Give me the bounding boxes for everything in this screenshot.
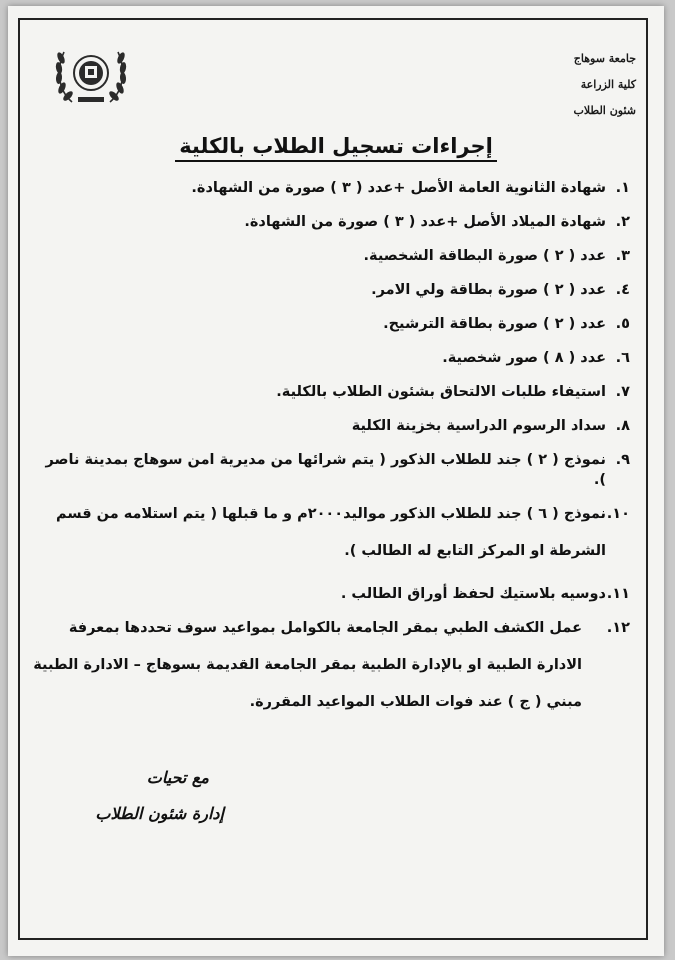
list-item: ٤. عدد ( ٢ ) صورة بطاقة ولي الامر. bbox=[371, 282, 630, 298]
list-item: ١٠. نموذج ( ٦ ) جند للطلاب الذكور مواليد٢٠٠٠م و ما قبلها ( يتم استلامه من قسم الشرطة او المركز التابع له الطالب ). bbox=[56, 506, 630, 559]
signoff-office: إدارة شئون الطلاب bbox=[95, 804, 224, 823]
university-name: جامعة سوهاج bbox=[573, 52, 636, 65]
list-item: ١٢. عمل الكشف الطبي بمقر الجامعة بالكوامل بمواعيد سوف تحددها بمعرفة الادارة الطبية او بالإدارة الطبية بمقر الجامعة القديمة بسوهاج – الادارة الطبية مبني ( ج ) عند فوات الطلاب المواعيد المقررة. bbox=[33, 620, 630, 710]
department-name: شئون الطلاب bbox=[573, 104, 636, 117]
list-item: ٧. استيفاء طلبات الالتحاق بشئون الطلاب بالكلية. bbox=[276, 384, 630, 400]
faculty-name: كلية الزراعة bbox=[580, 78, 636, 91]
requirements-list bbox=[30, 178, 630, 735]
list-item: ١. شهادة الثانوية العامة الأصل +عدد ( ٣ ) صورة من الشهادة. bbox=[191, 180, 630, 196]
list-item: ٥. عدد ( ٢ ) صورة بطاقة الترشيح. bbox=[383, 316, 630, 332]
list-item: ١١. دوسيه بلاستيك لحفظ أوراق الطالب . bbox=[340, 586, 630, 602]
list-item: ٦. عدد ( ٨ ) صور شخصية. bbox=[442, 350, 630, 366]
document-title: إجراءات تسجيل الطلاب بالكلية bbox=[8, 134, 664, 158]
document-page bbox=[8, 6, 664, 956]
university-seal-laurel-icon bbox=[52, 40, 130, 110]
institution-header bbox=[476, 46, 636, 124]
list-item: ٩. نموذج ( ٢ ) جند للطلاب الذكور ( يتم شرائها من مديرية امن سوهاج بمدينة ناصر ). bbox=[45, 452, 630, 488]
signoff-greeting: مع تحيات bbox=[146, 768, 209, 787]
list-item: ٨. سداد الرسوم الدراسية بخزينة الكلية bbox=[351, 418, 630, 434]
list-item: ٢. شهادة الميلاد الأصل +عدد ( ٣ ) صورة من الشهادة. bbox=[244, 214, 630, 230]
list-item: ٣. عدد ( ٢ ) صورة البطاقة الشخصية. bbox=[363, 248, 630, 264]
